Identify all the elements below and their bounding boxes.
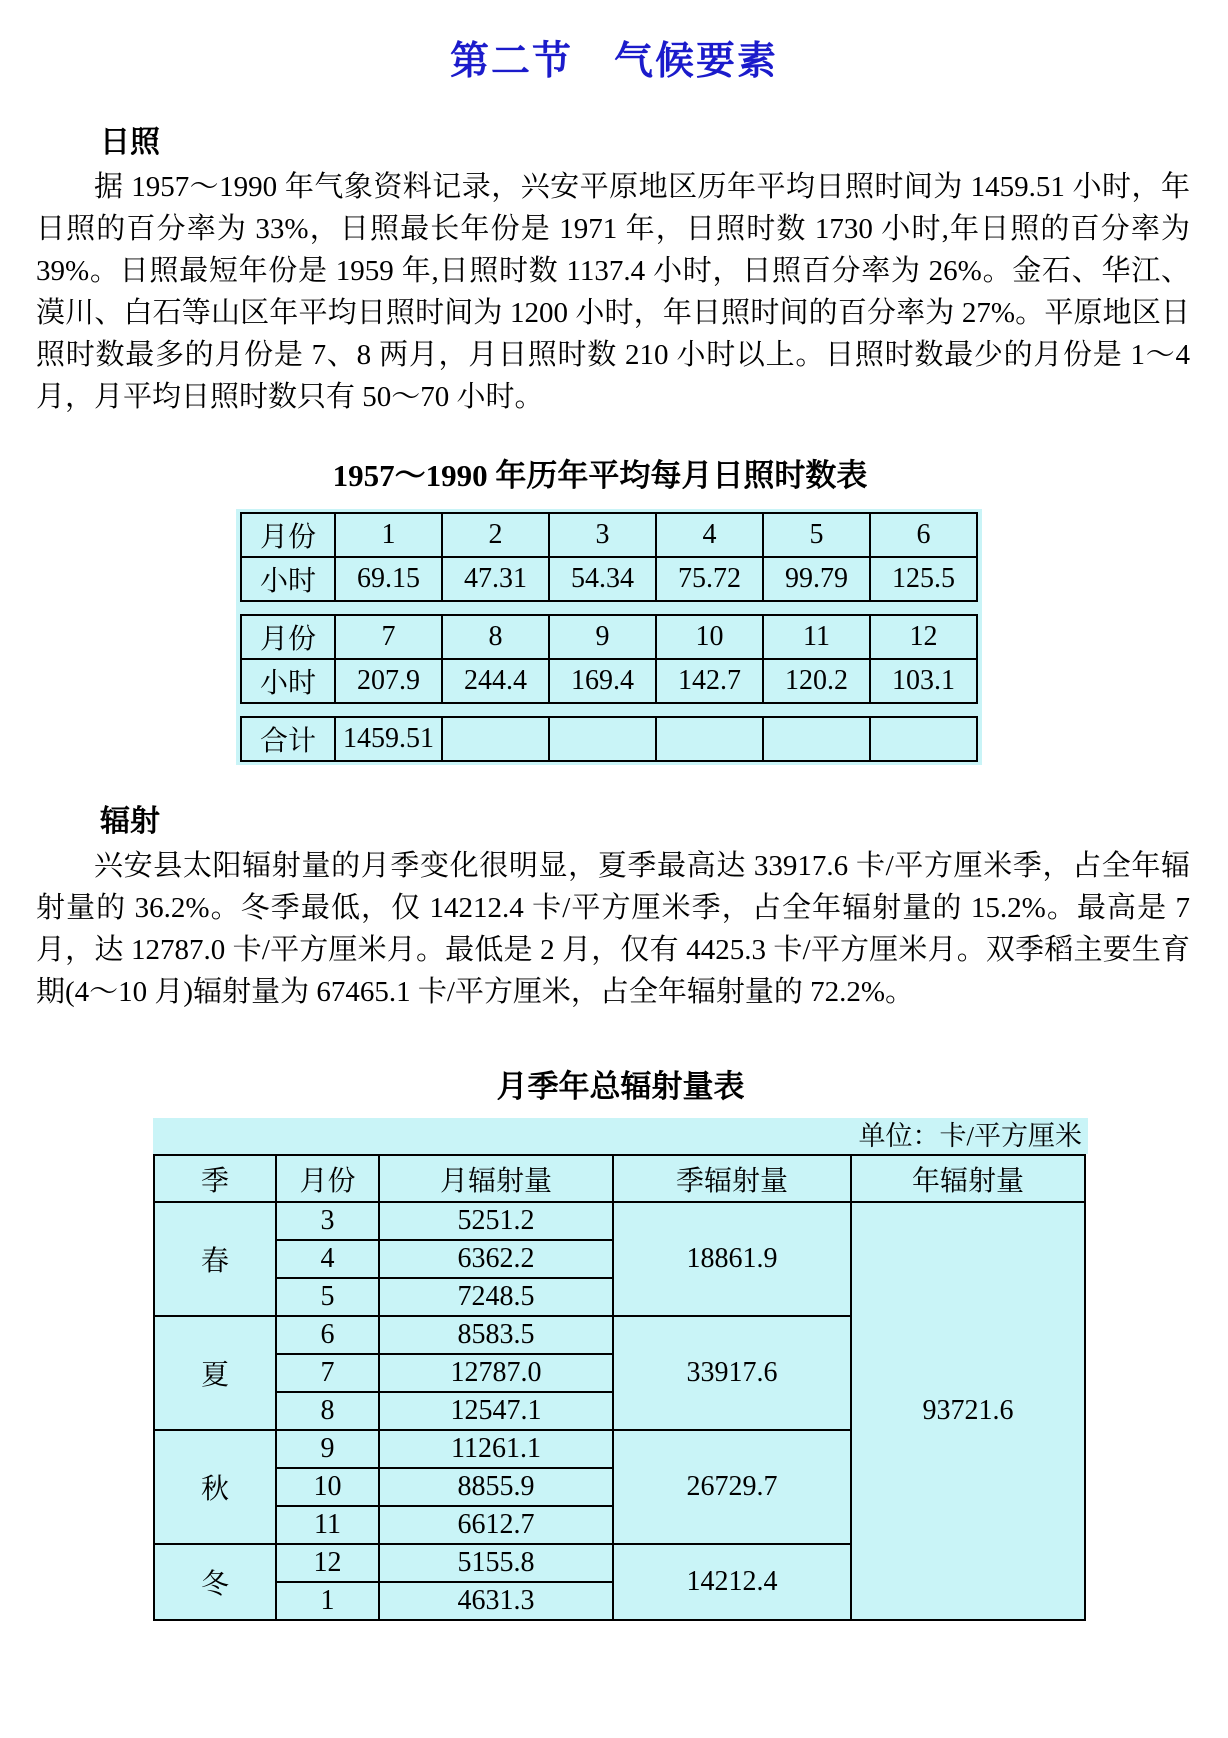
- table-cell: 3: [549, 513, 656, 557]
- table-cell: 120.2: [763, 659, 870, 703]
- row-label: 月份: [241, 513, 335, 557]
- month-cell: 12: [276, 1544, 379, 1582]
- radiation-paragraph: 兴安县太阳辐射量的月季变化很明显，夏季最高达 33917.6 卡/平方厘米季，占全年辐射量的 36.2%。冬季最低，仅 14212.4 卡/平方厘米季，占全年辐射量的 15.2%。最高是 7 月，达 12787.0 卡/平方厘米月。最低是 2 月，仅有 4425.3 卡/平方厘米月。双季稻主要生育期(4～10 月)辐射量为 67465.1 卡/平方厘米，占全年辐射量的 72.2%。: [36, 850, 1190, 1008]
- season-total-cell: 26729.7: [613, 1430, 851, 1544]
- season-cell: 冬: [154, 1544, 276, 1620]
- season-total-cell: 18861.9: [613, 1202, 851, 1316]
- table-cell-empty: [549, 717, 656, 761]
- value-cell: 8855.9: [379, 1468, 613, 1506]
- table-cell: 4: [656, 513, 763, 557]
- value-cell: 6362.2: [379, 1240, 613, 1278]
- table-cell: 69.15: [335, 557, 442, 601]
- row-label: 小时: [241, 659, 335, 703]
- column-header: 季辐射量: [613, 1155, 851, 1202]
- table-cell: 47.31: [442, 557, 549, 601]
- month-cell: 5: [276, 1278, 379, 1316]
- table-row: [154, 1202, 1085, 1240]
- value-cell: 8583.5: [379, 1316, 613, 1354]
- row-label: 小时: [241, 557, 335, 601]
- sunshine-paragraph: 据 1957～1990 年气象资料记录，兴安平原地区历年平均日照时间为 1459.51 小时，年日照的百分率为 33%，日照最长年份是 1971 年，日照时数 1730 小时,年日照的百分率为 39%。日照最短年份是 1959 年,日照时数 1137.4 小时，日照百分率为 26%。金石、华江、漠川、白石等山区年平均日照时间为 1200 小时，年日照时间的百分率为 27%。平原地区日照时数最多的月份是 7、8 两月，月日照时数 210 小时以上。日照时数最少的月份是 1～4 月，月平均日照时数只有 50～70 小时。: [36, 171, 1190, 413]
- table-row: [241, 557, 977, 601]
- month-cell: 4: [276, 1240, 379, 1278]
- table-cell: 5: [763, 513, 870, 557]
- table-cell: 103.1: [870, 659, 977, 703]
- table-cell: 99.79: [763, 557, 870, 601]
- radiation-table: [153, 1118, 1088, 1621]
- table-cell: 1459.51: [335, 717, 442, 761]
- value-cell: 7248.5: [379, 1278, 613, 1316]
- table-cell: 142.7: [656, 659, 763, 703]
- value-cell: 4631.3: [379, 1582, 613, 1620]
- table-cell-empty: [656, 717, 763, 761]
- table-cell: 125.5: [870, 557, 977, 601]
- season-cell: 春: [154, 1202, 276, 1316]
- table-row: [241, 717, 977, 761]
- table-cell: 12: [870, 615, 977, 659]
- season-cell: 夏: [154, 1316, 276, 1430]
- sunshine-table-total: [240, 716, 978, 762]
- table-cell-empty: [870, 717, 977, 761]
- value-cell: 12787.0: [379, 1354, 613, 1392]
- row-label: 月份: [241, 615, 335, 659]
- radiation-heading: 辐射: [100, 805, 160, 838]
- radiation-table-title: 月季年总辐射量表: [496, 1069, 745, 1104]
- season-total-cell: 14212.4: [613, 1544, 851, 1620]
- table-cell: 6: [870, 513, 977, 557]
- column-header: 月辐射量: [379, 1155, 613, 1202]
- column-header: 季: [154, 1155, 276, 1202]
- month-cell: 10: [276, 1468, 379, 1506]
- month-cell: 9: [276, 1430, 379, 1468]
- season-total-cell: 33917.6: [613, 1316, 851, 1430]
- table-cell: 7: [335, 615, 442, 659]
- table-cell-empty: [763, 717, 870, 761]
- row-label: 合计: [241, 717, 335, 761]
- month-cell: 3: [276, 1202, 379, 1240]
- column-header: 月份: [276, 1155, 379, 1202]
- unit-note: 单位：卡/平方厘米: [153, 1118, 1088, 1154]
- value-cell: 12547.1: [379, 1392, 613, 1430]
- table-cell: 244.4: [442, 659, 549, 703]
- table-cell: 11: [763, 615, 870, 659]
- table-cell: 75.72: [656, 557, 763, 601]
- month-cell: 11: [276, 1506, 379, 1544]
- value-cell: 11261.1: [379, 1430, 613, 1468]
- table-cell: 1: [335, 513, 442, 557]
- sunshine-heading: 日照: [100, 126, 160, 159]
- month-cell: 8: [276, 1392, 379, 1430]
- month-cell: 6: [276, 1316, 379, 1354]
- sunshine-table: [236, 509, 982, 765]
- column-header: 年辐射量: [851, 1155, 1085, 1202]
- table-row: [241, 615, 977, 659]
- month-cell: 7: [276, 1354, 379, 1392]
- value-cell: 6612.7: [379, 1506, 613, 1544]
- value-cell: 5155.8: [379, 1544, 613, 1582]
- table-row: [241, 513, 977, 557]
- table-cell: 207.9: [335, 659, 442, 703]
- radiation-data-table: [153, 1154, 1086, 1621]
- year-total-cell: 93721.6: [851, 1202, 1085, 1620]
- sunshine-table-title: 1957～1990 年历年平均每月日照时数表: [332, 458, 868, 493]
- table-header-row: [154, 1155, 1085, 1202]
- page-title: 第二节 气候要素: [449, 40, 778, 83]
- month-cell: 1: [276, 1582, 379, 1620]
- table-cell: 169.4: [549, 659, 656, 703]
- table-cell-empty: [442, 717, 549, 761]
- table-cell: 2: [442, 513, 549, 557]
- value-cell: 5251.2: [379, 1202, 613, 1240]
- season-cell: 秋: [154, 1430, 276, 1544]
- table-cell: 54.34: [549, 557, 656, 601]
- table-cell: 10: [656, 615, 763, 659]
- sunshine-table-months-1-6: [240, 512, 978, 602]
- table-cell: 8: [442, 615, 549, 659]
- table-row: [241, 659, 977, 703]
- sunshine-table-months-7-12: [240, 614, 978, 704]
- table-cell: 9: [549, 615, 656, 659]
